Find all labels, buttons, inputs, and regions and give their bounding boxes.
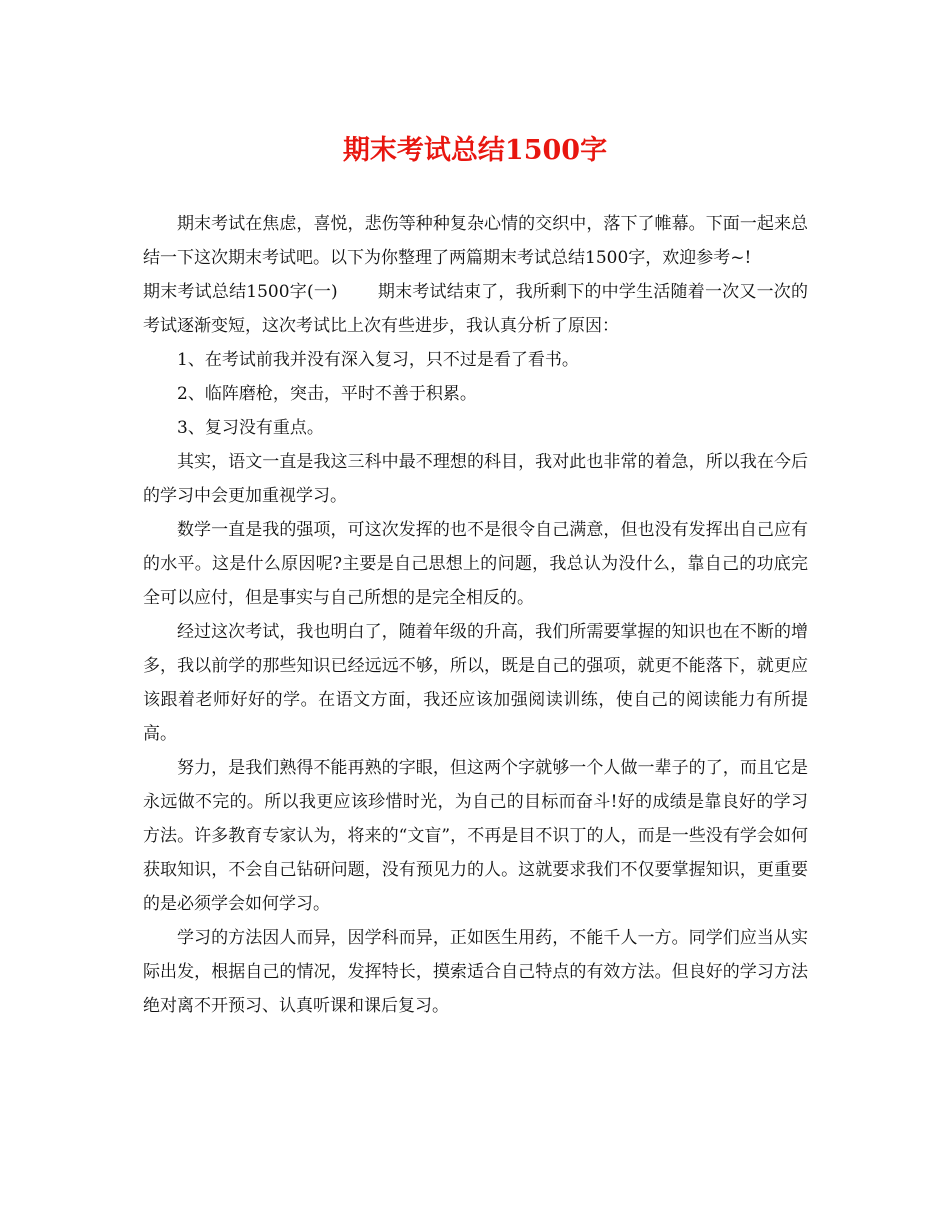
reason-item: 1、在考试前我并没有深入复习，只不过是看了看书。 bbox=[177, 350, 579, 370]
section-paragraph bbox=[143, 275, 808, 343]
reason-item: 2、临阵磨枪，突击，平时不善于积累。 bbox=[177, 384, 477, 404]
body-paragraph-methods: 学习的方法因人而异，因学科而异，正如医生用药，不能千人一方。同学们应当从实际出发，根据自己的情况，发挥特长，摸索适合自己特点的有效方法。但良好的学习方法绝对离不开预习、认真听课和课后复习。 bbox=[143, 928, 808, 1016]
reason-item: 3、复习没有重点。 bbox=[177, 418, 324, 438]
document-body bbox=[143, 207, 808, 1023]
body-paragraph-exam-lesson: 经过这次考试，我也明白了，随着年级的升高，我们所需要掌握的知识也在不断的增多，我以前学的那些知识已经远远不够，所以，既是自己的强项，就更不能落下，就更应该跟着老师好好的学。在语文方面，我还应该加强阅读训练，使自己的阅读能力有所提高。 bbox=[143, 622, 808, 744]
body-paragraph-math: 数学一直是我的强项，可这次发挥的也不是很令自己满意，但也没有发挥出自己应有的水平。这是什么原因呢?主要是自己思想上的问题，我总认为没什么，靠自己的功底完全可以应付，但是事实与自己所想的是完全相反的。 bbox=[143, 520, 808, 608]
intro-paragraph: 期末考试在焦虑，喜悦，悲伤等种种复杂心情的交织中，落下了帷幕。下面一起来总结一下这次期末考试吧。以下为你整理了两篇期末考试总结1500字，欢迎参考~! bbox=[143, 214, 808, 268]
body-paragraph-chinese: 其实，语文一直是我这三科中最不理想的科目，我对此也非常的着急，所以我在今后的学习中会更加重视学习。 bbox=[143, 452, 808, 506]
body-paragraph-effort: 努力，是我们熟得不能再熟的字眼，但这两个字就够一个人做一辈子的了，而且它是永远做不完的。所以我更应该珍惜时光，为自己的目标而奋斗!好的成绩是靠良好的学习方法。许多教育专家认为，将来的“文盲”，不再是目不识丁的人，而是一些没有学会如何获取知识，不会自己钻研问题，没有预见力的人。这就要求我们不仅要掌握知识，更重要的是必须学会如何学习。 bbox=[143, 758, 808, 914]
section-first-text: 期末考试结束了，我所剩下的中学生活随着一次又一次的考试逐渐变短，这次考试比上次有些进步，我认真分析了原因： bbox=[143, 282, 809, 336]
section-heading: 期末考试总结1500字(一) bbox=[143, 282, 338, 302]
document-title: 期末考试总结1500字 bbox=[342, 135, 608, 166]
